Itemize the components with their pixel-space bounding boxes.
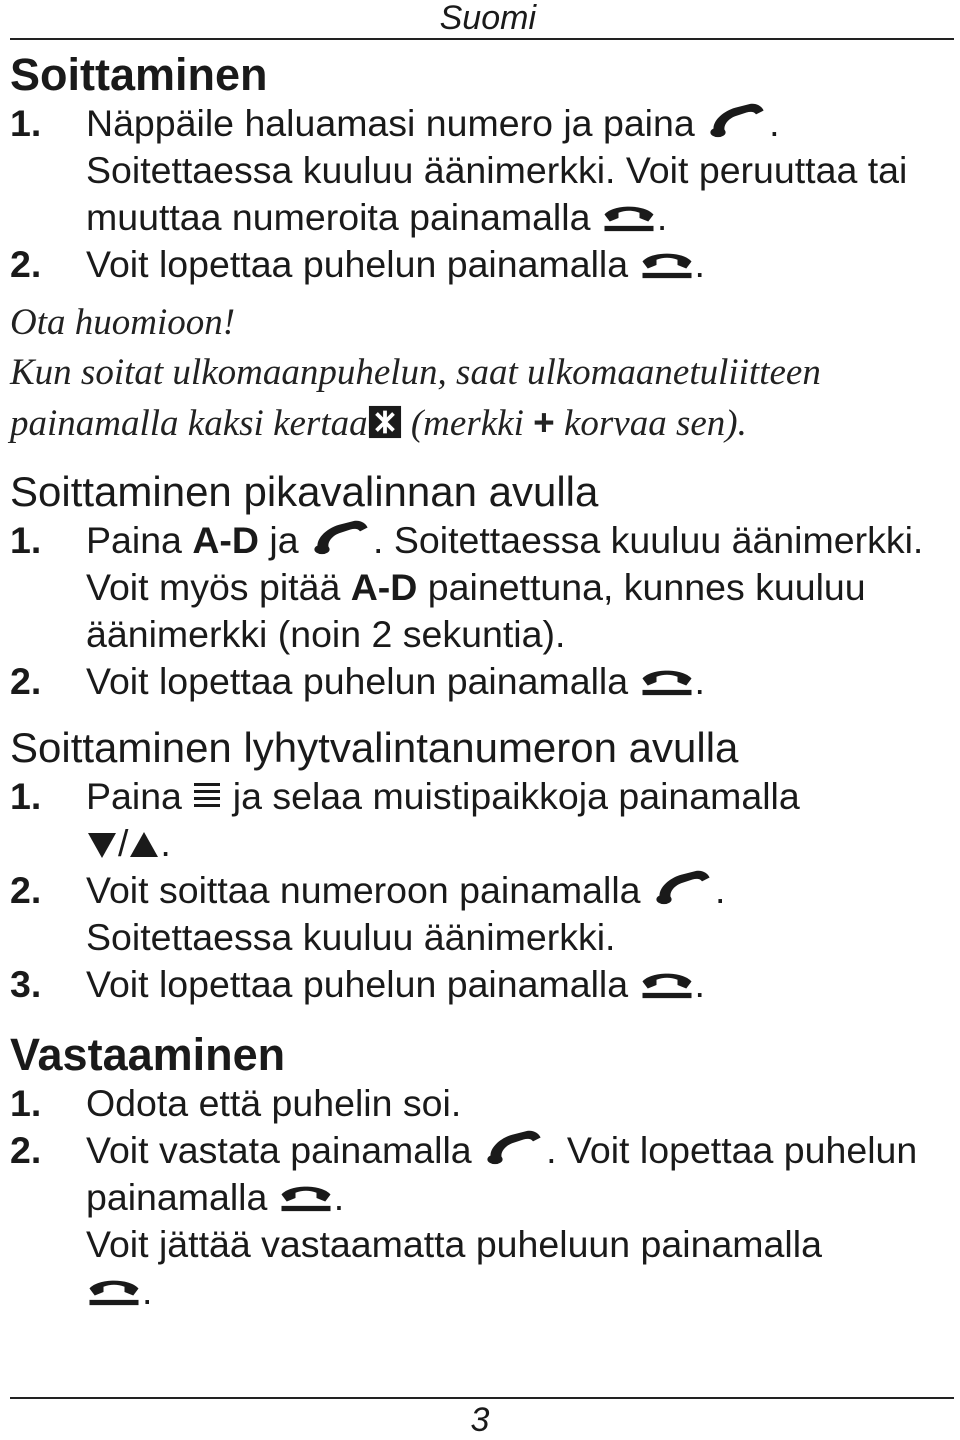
text-run: . [769, 102, 780, 144]
text-run: Voit jättää vastaamatta puheluun painamalla [86, 1223, 822, 1265]
text-run: Voit lopettaa puhelun painamalla [86, 963, 629, 1005]
text-run: . [694, 243, 705, 285]
text-run: . [714, 869, 726, 911]
text-run: painamalla kaksi kertaa [10, 403, 368, 444]
star-key-icon [368, 405, 402, 439]
text-run: Voit soittaa numeroon painamalla [86, 869, 641, 911]
step-text [86, 517, 955, 658]
text-run: Soitettaessa kuuluu äänimerkki. [86, 916, 616, 958]
phone-hangup-icon [639, 969, 695, 1001]
section-title-calling: Soittaminen [10, 49, 268, 100]
step-number: 1. [10, 1082, 42, 1124]
text-run: korvaa sen). [563, 403, 747, 444]
note-line-1: Kun soitat ulkomaanpuhelun, saat ulkomaanetuliitteen [10, 352, 821, 393]
short-dial-step-3 [10, 961, 955, 1008]
text-run: (merkki [410, 403, 524, 444]
phone-hangup-icon [86, 1276, 142, 1308]
note-line-2 [10, 398, 955, 449]
bottom-rule [10, 1397, 954, 1399]
step-text [86, 100, 955, 241]
phone-call-icon [309, 519, 373, 557]
speed-dial-step-1 [10, 517, 955, 658]
text-run: ja selaa muistipaikkoja painamalla [232, 775, 800, 817]
phone-hangup-icon [601, 202, 657, 234]
phone-hangup-icon [639, 249, 695, 281]
step-number: 1. [10, 775, 42, 817]
text-run: . [694, 660, 705, 702]
arrow-down-icon [86, 830, 118, 860]
text-run: . Soitettaessa kuuluu äänimerkki. Voit myös pitää [86, 519, 924, 608]
text-run: Näppäile haluamasi numero ja paina [86, 102, 695, 144]
step-text [86, 773, 955, 867]
phone-call-icon [651, 869, 715, 907]
text-run: . [694, 963, 705, 1005]
section-title-short-dial: Soittaminen lyhytvalintanumeron avulla [10, 724, 739, 771]
step-text: Odota että puhelin soi. [86, 1082, 462, 1124]
text-run: . [333, 1176, 345, 1218]
text-run: . [160, 822, 171, 864]
short-dial-step-1 [10, 773, 955, 867]
text-run: / [118, 822, 129, 864]
step-number: 3. [10, 963, 42, 1005]
text-run: Voit lopettaa puhelun painamalla [86, 660, 629, 702]
text-run: painettuna, kunnes kuuluu äänimerkki (noin 2 sekuntia). [86, 566, 866, 655]
text-run: . [142, 1270, 153, 1312]
phone-hangup-icon [278, 1182, 334, 1214]
text-run: Voit lopettaa puhelun painamalla [86, 243, 629, 285]
step-text [86, 1127, 955, 1315]
phone-hangup-icon [639, 666, 695, 698]
calling-step-2 [10, 241, 955, 288]
text-run: Voit vastata painamalla [86, 1129, 472, 1171]
menu-icon [192, 779, 222, 813]
step-number: 2. [10, 1129, 42, 1171]
page-content [10, 50, 955, 1315]
step-text [86, 658, 955, 705]
answering-step-2 [10, 1127, 955, 1315]
step-number: 2. [10, 660, 42, 702]
step-text [86, 867, 955, 961]
top-rule [10, 38, 954, 40]
step-number: 1. [10, 519, 42, 561]
plus-sign: + [533, 402, 555, 443]
section-title-speed-dial: Soittaminen pikavalinnan avulla [10, 468, 599, 515]
short-dial-step-2 [10, 867, 955, 961]
step-number: 1. [10, 102, 42, 144]
text-run: . Voit lopettaa puhelun painamalla [86, 1129, 918, 1218]
speed-dial-step-2 [10, 658, 955, 705]
page-number: 3 [470, 1401, 490, 1439]
key-label: A-D [192, 519, 259, 561]
step-number: 2. [10, 869, 42, 911]
calling-step-1 [10, 100, 955, 241]
phone-call-icon [705, 102, 769, 140]
text-run: ja [269, 519, 299, 561]
step-number: 2. [10, 243, 42, 285]
text-run: Paina [86, 519, 182, 561]
text-run: Soitettaessa kuuluu äänimerkki. Voit peruuttaa tai muuttaa numeroita painamalla [86, 149, 908, 238]
step-text [86, 961, 955, 1008]
section-title-answering: Vastaaminen [10, 1029, 286, 1080]
text-run: . [656, 196, 668, 238]
phone-call-icon [482, 1129, 546, 1167]
text-run: Paina [86, 775, 182, 817]
step-text [86, 241, 955, 288]
answering-step-1 [10, 1080, 955, 1127]
arrow-up-icon [128, 830, 160, 860]
language-label: Suomi [439, 0, 536, 37]
note-title: Ota huomioon! [10, 302, 236, 343]
key-label: A-D [350, 566, 418, 608]
